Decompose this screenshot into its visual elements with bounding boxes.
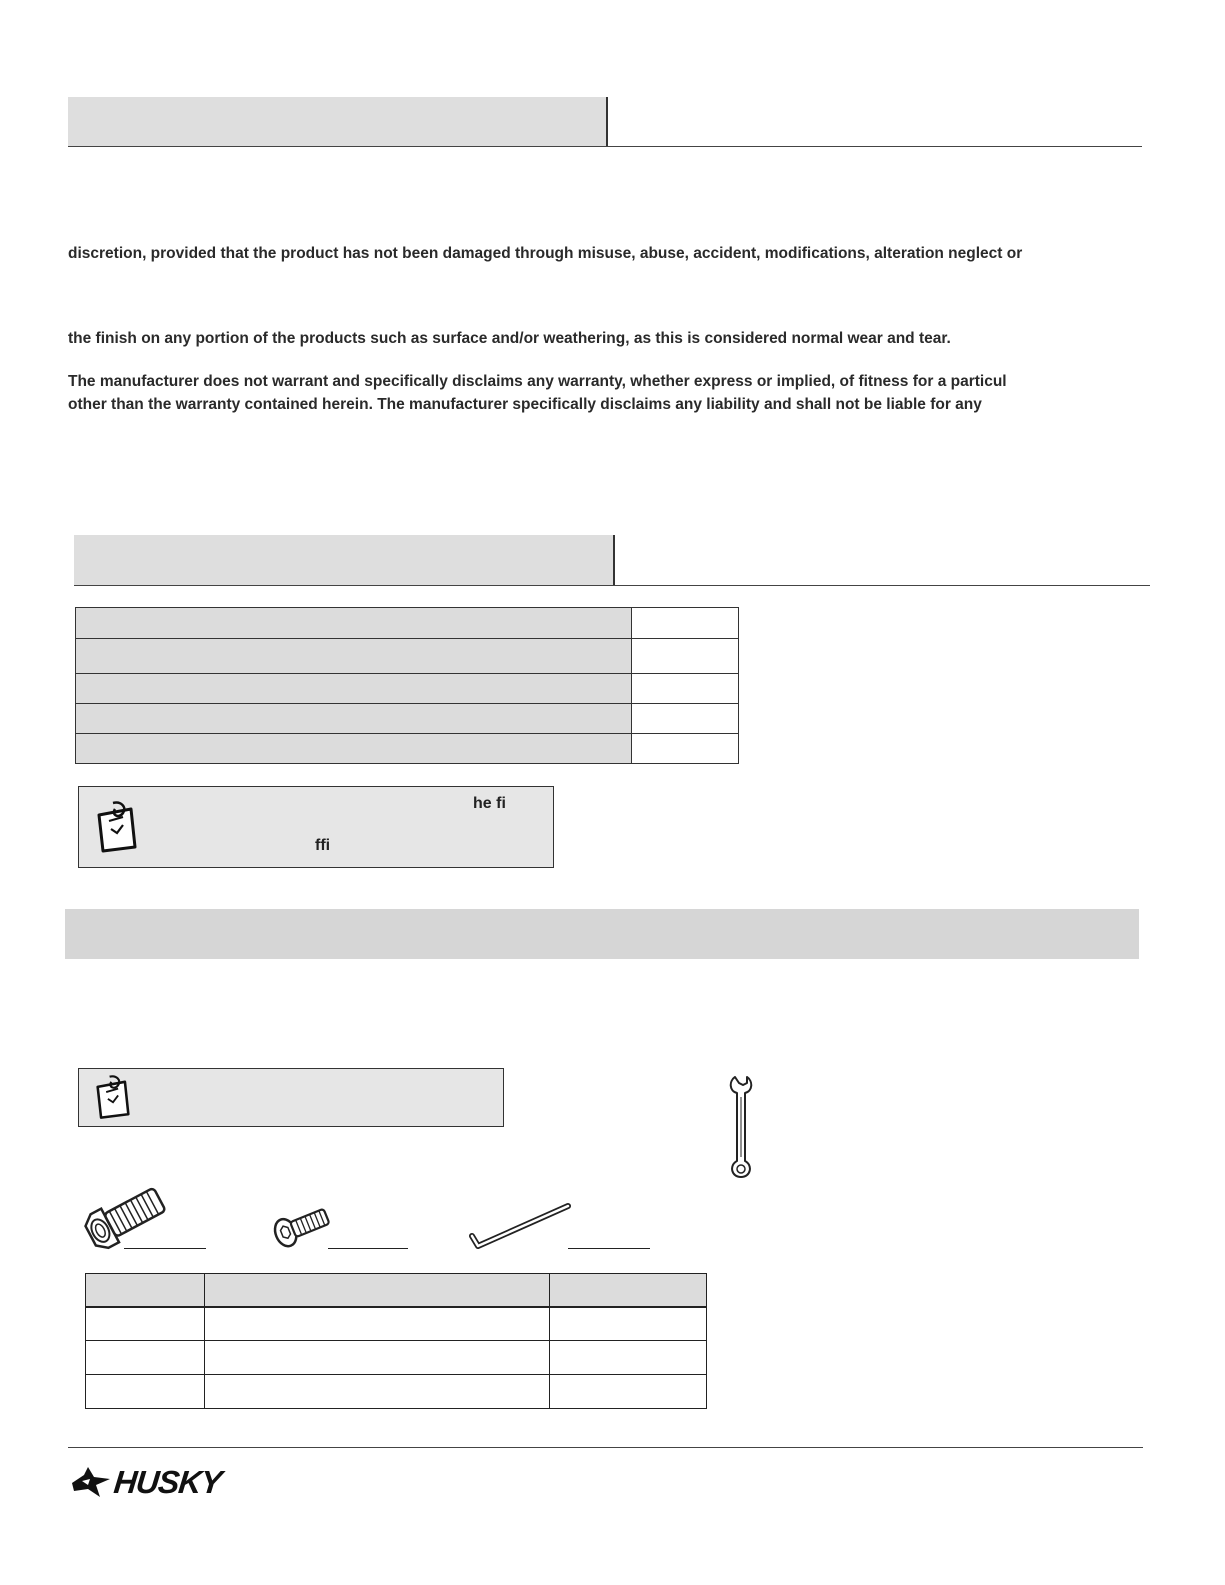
note-fragment-a: he fi: [473, 795, 506, 812]
spec-row: [76, 734, 739, 764]
hardware-cell: [205, 1341, 550, 1375]
spec-row: [76, 704, 739, 734]
warranty-header-divider: [606, 97, 608, 147]
hex-key-icon: [464, 1198, 574, 1252]
spec-row: [76, 639, 739, 674]
spec-value-cell: [632, 639, 739, 674]
warranty-line-2: the finish on any portion of the products such as surface and/or weathering, as this is considered normal wear and tear.: [68, 330, 951, 347]
screw-label-line: [328, 1248, 408, 1249]
hardware-row: [86, 1375, 707, 1409]
hardware-cell: [550, 1375, 707, 1409]
footer-rule: [68, 1447, 1143, 1448]
specifications-header-divider: [613, 535, 615, 586]
hardware-table: [85, 1273, 707, 1409]
hex-key-label-line: [568, 1248, 650, 1249]
hardware-cell: [550, 1341, 707, 1375]
specifications-header-band: [74, 535, 614, 585]
warranty-header-band: [68, 97, 608, 146]
hardware-cell: [205, 1375, 550, 1409]
note-pad-icon: [91, 1075, 135, 1121]
hardware-cell: [86, 1375, 205, 1409]
specifications-header-rule: [74, 585, 1150, 586]
note-box-2: [78, 1068, 504, 1127]
specifications-table: [75, 607, 739, 764]
hardware-cell: [550, 1307, 707, 1341]
brand-logo: [70, 1464, 221, 1500]
header-cell-description: [205, 1274, 550, 1307]
spec-row: [76, 608, 739, 639]
brand-name: HUSKY: [112, 1463, 223, 1500]
button-head-screw-icon: [270, 1198, 334, 1252]
spec-label-cell: [76, 674, 632, 704]
spec-label-cell: [76, 704, 632, 734]
full-width-section-band: [65, 909, 1139, 959]
hardware-cell: [86, 1341, 205, 1375]
hex-bolt-icon: [80, 1180, 172, 1254]
spec-value-cell: [632, 674, 739, 704]
warranty-line-3: The manufacturer does not warrant and specifically disclaims any warranty, whether express or implied, of fitness for a particul: [68, 373, 1007, 390]
spec-value-cell: [632, 608, 739, 639]
spec-value-cell: [632, 704, 739, 734]
header-cell-quantity: [550, 1274, 707, 1307]
hardware-cell: [205, 1307, 550, 1341]
note-fragment-b: ffi: [315, 837, 331, 854]
hardware-row: [86, 1307, 707, 1341]
spec-label-cell: [76, 608, 632, 639]
spec-row: [76, 674, 739, 704]
husky-dog-logo: [70, 1465, 112, 1499]
spec-value-cell: [632, 734, 739, 764]
hardware-cell: [86, 1307, 205, 1341]
note-pad-icon: [93, 801, 141, 855]
hardware-row: [86, 1341, 707, 1375]
combination-wrench-icon: [725, 1073, 757, 1183]
warranty-line-1: discretion, provided that the product has not been damaged through misuse, abuse, accident, modifications, alteration neglect or: [68, 245, 1023, 262]
warranty-line-4: other than the warranty contained herein. The manufacturer specifically disclaims any liability and shall not be liable for any: [68, 396, 982, 413]
header-cell-part: [86, 1274, 205, 1307]
bolt-label-line: [124, 1248, 206, 1249]
spec-label-cell: [76, 639, 632, 674]
hardware-table-header: [86, 1274, 707, 1307]
spec-label-cell: [76, 734, 632, 764]
note-box-1: [78, 786, 554, 868]
warranty-header-rule: [68, 146, 1142, 147]
